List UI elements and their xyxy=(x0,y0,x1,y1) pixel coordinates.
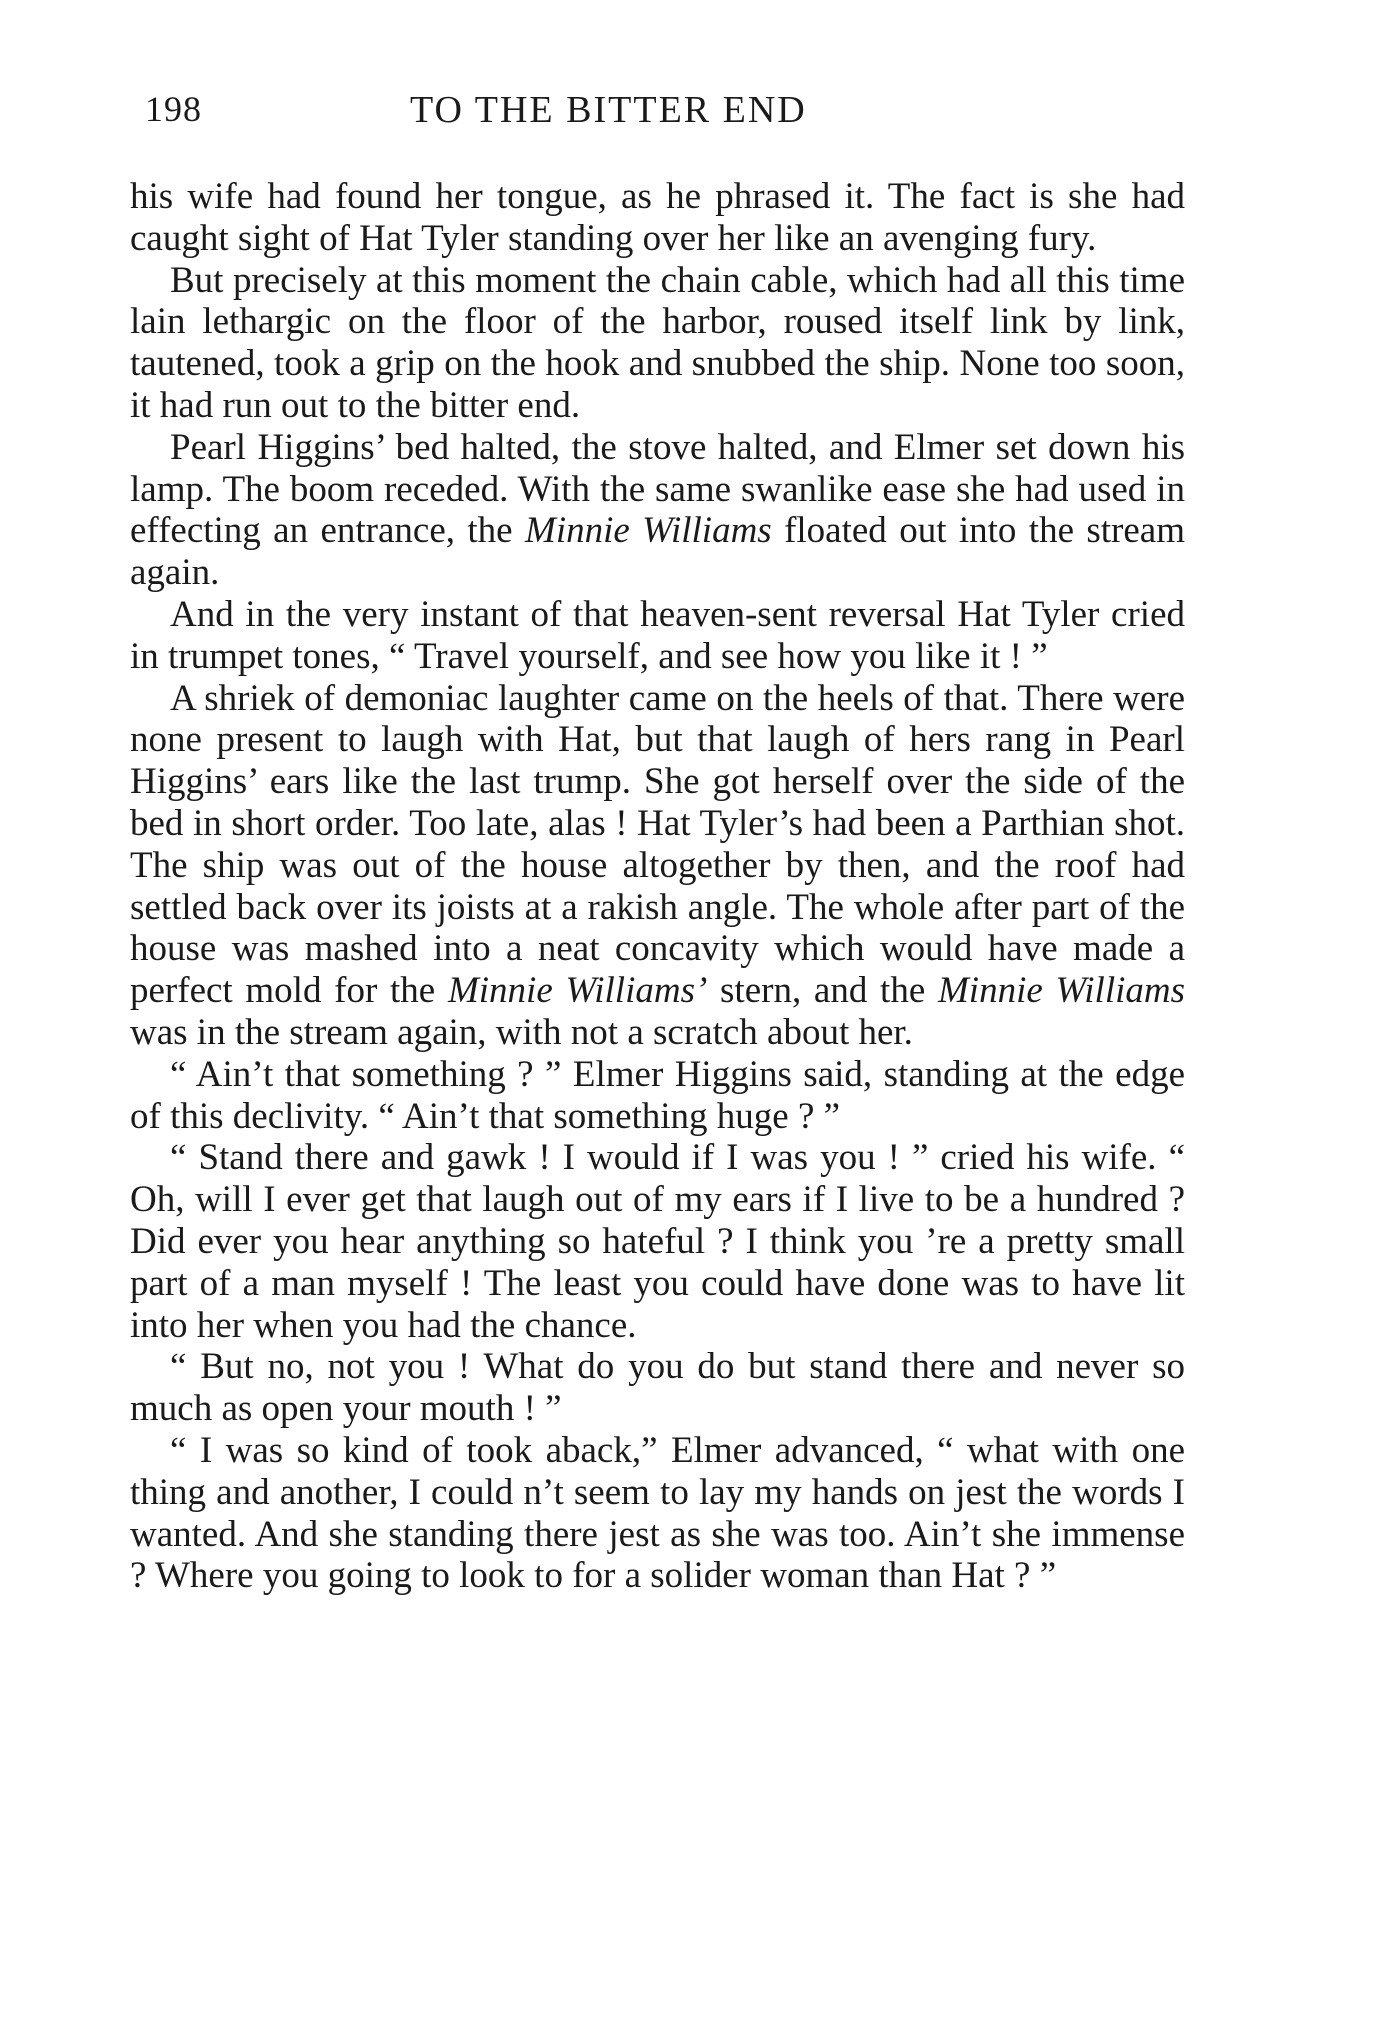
ship-name-italic: Minnie Williams xyxy=(937,970,1186,1012)
text-run: “ Stand there and gawk ! I would if I was you ! ” cried his wife. “ Oh, will I ever get that laugh out of my ears if I live to be a hundred ? Did ever you hear anything so hateful ? I think you ’re a pretty small part of a man myself ! The least you could have done was to have lit into her when you had the chance. xyxy=(130,1137,1185,1346)
text-run: floated out into the stream again. xyxy=(130,510,1185,594)
text-run: was in the stream again, with not a scratch about her. xyxy=(130,1011,913,1053)
text-run: But precisely at this moment the chain cable, which had all this time lain lethargic on the floor of the harbor, roused itself link by link, tautened, took a grip on the hook and snubbed the ship. None too soon, it had run out to the bitter end. xyxy=(130,259,1185,426)
text-run: his wife had found her tongue, as he phrased it. The fact is she had caught sight of Hat Tyler standing over her like an avenging fury. xyxy=(130,176,1185,259)
text-run: stern, and the xyxy=(707,970,938,1012)
text-run: And in the very instant of that heaven-sent reversal Hat Tyler cried in trumpet tones, “ Travel yourself, and see how you like it ! ” xyxy=(130,593,1185,677)
text-run: “ Ain’t that something ? ” Elmer Higgins said, standing at the edge of this declivity. “ Ain’t that something huge ? ” xyxy=(130,1053,1185,1137)
ship-name-italic: Minnie Williams xyxy=(525,510,772,552)
ship-name-italic: Minnie Williams’ xyxy=(447,970,708,1012)
page-header xyxy=(145,88,1195,148)
text-run: Pearl Higgins’ bed halted, the stove halted, and Elmer set down his lamp. The boom receded. With the same swanlike ease she had used in effecting an entrance, the xyxy=(130,426,1185,552)
paragraph xyxy=(130,260,1185,427)
body-text xyxy=(130,176,1185,1597)
text-run: A shriek of demoniac laughter came on the heels of that. There were none present to laugh with Hat, but that laugh of hers rang in Pearl Higgins’ ears like the last trump. She got herself over the side of the bed in short order. Too late, alas ! Hat Tyler’s had been a Parthian shot. The ship was out of the house altogether by then, and the roof had settled back over its joists at a rakish angle. The whole after part of the house was mashed into a neat concavity which would have made a perfect mold for the xyxy=(130,677,1185,1012)
paragraph xyxy=(130,176,1185,260)
paragraph xyxy=(130,594,1185,678)
paragraph xyxy=(130,1054,1185,1138)
text-run: “ But no, not you ! What do you do but stand there and never so much as open your mouth ! ” xyxy=(130,1346,1185,1430)
paragraph xyxy=(130,1430,1185,1597)
running-head: TO THE BITTER END xyxy=(410,89,807,131)
page-number: 198 xyxy=(145,89,202,129)
paragraph xyxy=(130,678,1185,1054)
text-run: “ I was so kind of took aback,” Elmer advanced, “ what with one thing and another, I could n’t seem to lay my hands on jest the words I wanted. And she standing there jest as she was too. Ain’t she immense ? Where you going to look to for a solider woman than Hat ? ” xyxy=(130,1429,1185,1597)
paragraph xyxy=(130,1346,1185,1430)
paragraph xyxy=(130,1137,1185,1346)
paragraph xyxy=(130,427,1185,594)
